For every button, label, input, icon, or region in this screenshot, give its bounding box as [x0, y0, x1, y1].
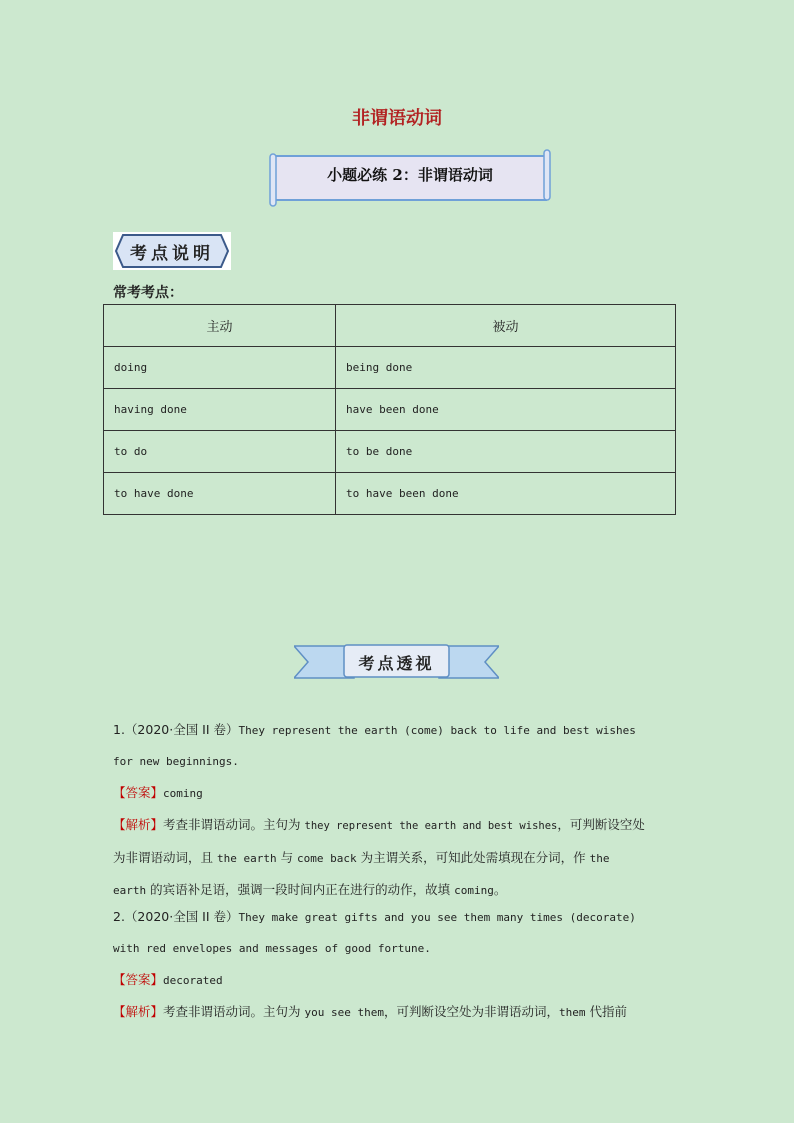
page-title: 非谓语动词: [352, 108, 442, 129]
question-stem-line: 1.（2020·全国 II 卷）They represent the earth (come) back to life and best wishes: [113, 722, 636, 737]
question-2: [113, 901, 681, 1028]
answer-value: coming: [163, 787, 203, 800]
header-active: 主动: [104, 305, 336, 347]
table-header-row: [104, 305, 676, 347]
table-cell: having done: [104, 389, 336, 431]
kaodian-toushi-ribbon: [294, 642, 499, 682]
kaodian-shuoming-badge: [113, 232, 231, 270]
table-row: [104, 347, 676, 389]
scroll-label: 小题必练 2：非谓语动词: [327, 166, 493, 184]
answer-line: [113, 964, 681, 996]
table-row: [104, 473, 676, 515]
question-stem-line: with red envelopes and messages of good fortune.: [113, 942, 431, 955]
analysis-label: 【解析】: [113, 817, 164, 832]
table-cell: to have been done: [336, 473, 676, 515]
analysis-line: 为非谓语动词，且 the earth 与 come back 为主谓关系，可知此处需填现在分词，作 the: [113, 850, 610, 865]
analysis-line: earth 的宾语补足语，强调一段时间内正在进行的动作，故填 coming。: [113, 882, 507, 897]
table-cell: to do: [104, 431, 336, 473]
answer-label: 【答案】: [113, 972, 164, 987]
ribbon-label: 考点透视: [358, 654, 435, 673]
question-stem-line: for new beginnings.: [113, 755, 239, 768]
answer-line: [113, 777, 681, 809]
analysis-line: 【解析】考查非谓语动词。主句为 they represent the earth and best wishes，可判断设空处: [113, 817, 645, 832]
table-cell: to be done: [336, 431, 676, 473]
section-scroll-banner: [268, 148, 552, 208]
analysis-label: 【解析】: [113, 1004, 164, 1019]
common-points-heading: 常考考点：: [113, 285, 183, 301]
table-cell: to have done: [104, 473, 336, 515]
question-1: [113, 714, 681, 906]
table-cell: have been done: [336, 389, 676, 431]
header-passive: 被动: [336, 305, 676, 347]
nonfinite-verb-table: [103, 304, 676, 515]
table-cell: doing: [104, 347, 336, 389]
badge-label: 考点说明: [130, 244, 214, 264]
answer-value: decorated: [163, 974, 223, 987]
table-row: [104, 389, 676, 431]
table-row: [104, 431, 676, 473]
answer-label: 【答案】: [113, 785, 164, 800]
analysis-line: 【解析】考查非谓语动词。主句为 you see them，可判断设空处为非谓语动词，them 代指前: [113, 1004, 627, 1019]
table-cell: being done: [336, 347, 676, 389]
question-stem-line: 2.（2020·全国 II 卷）They make great gifts and you see them many times (decorate): [113, 909, 636, 924]
